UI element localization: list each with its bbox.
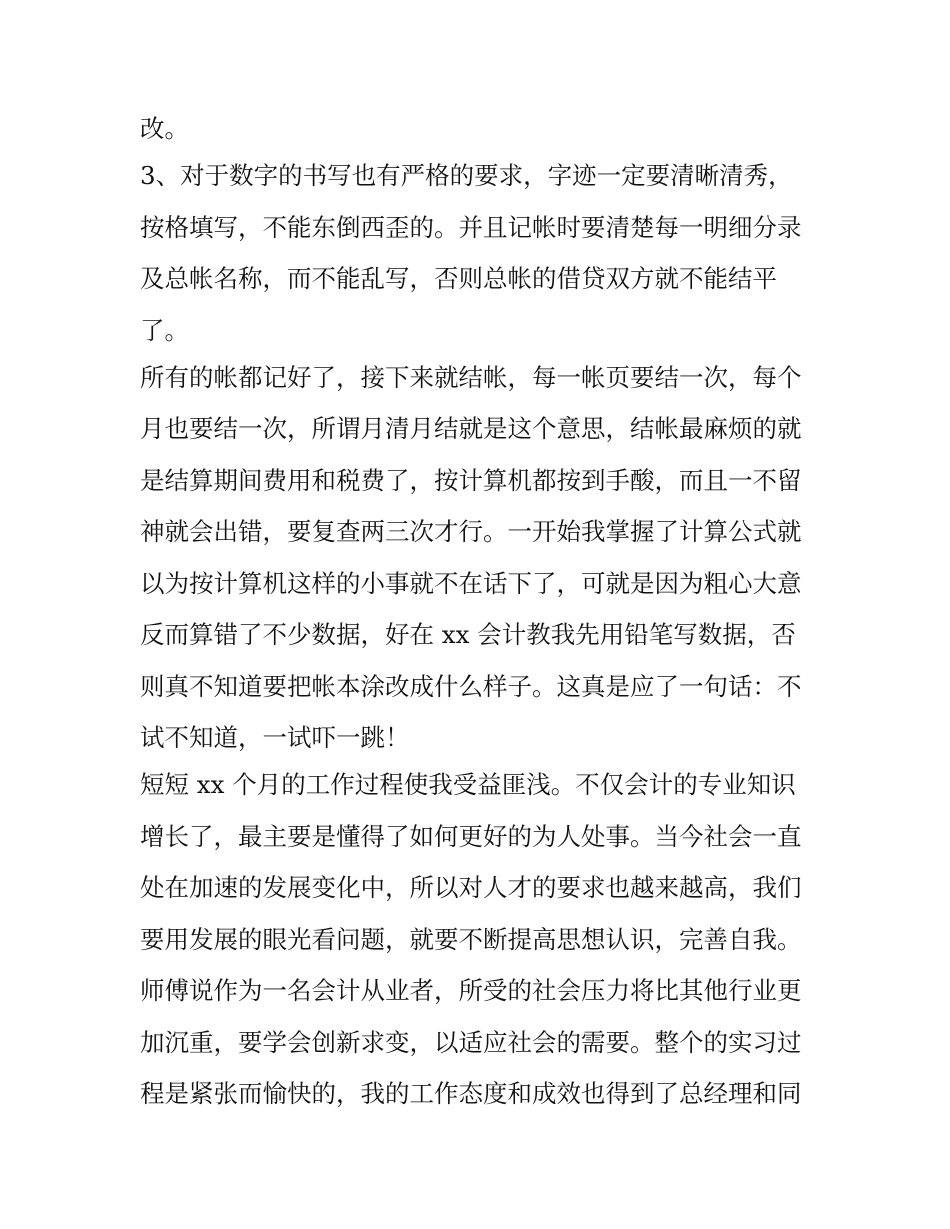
text-line: 神就会出错，要复查两三次才行。一开始我掌握了计算公式就: [140, 517, 802, 546]
text-line: 所有的帐都记好了，接下来就结帐，每一帐页要结一次，每个: [140, 362, 802, 392]
text-line: 是结算期间费用和税费了，按计算机都按到手酸，而且一不留: [140, 465, 802, 495]
text-line: 及总帐名称，而不能乱写，否则总帐的借贷双方就不能结平: [140, 264, 777, 293]
text-line: 反而算错了不少数据，好在 xx 会计教我先用铅笔写数据，否: [140, 620, 796, 649]
body-text: [140, 108, 820, 1125]
text-line: 以为按计算机这样的小事就不在话下了，可就是因为粗心大意: [140, 568, 802, 598]
text-line: 了。: [140, 315, 189, 345]
text-line: 3、对于数字的书写也有严格的要求，字迹一定要清晰清秀，: [140, 161, 793, 190]
text-line: 改。: [140, 114, 189, 143]
text-line: 师傅说作为一名会计从业者，所受的社会压力将比其他行业更: [140, 976, 802, 1005]
text-line: 按格填写，不能东倒西歪的。并且记帐时要清楚每一明细分录: [140, 212, 802, 242]
text-line: 则真不知道要把帐本涂改成什么样子。这真是应了一句话：不: [140, 671, 802, 701]
text-line: 短短 xx 个月的工作过程使我受益匪浅。不仅会计的专业知识: [140, 770, 796, 799]
text-line: 处在加速的发展变化中，所以对人才的要求也越来越高，我们: [140, 873, 802, 902]
text-line: 加沉重，要学会创新求变，以适应社会的需要。整个的实习过: [140, 1027, 802, 1057]
text-line: 试不知道，一试吓一跳！: [140, 723, 410, 752]
text-line: 月也要结一次，所谓月清月结就是这个意思，结帐最麻烦的就: [140, 414, 802, 443]
text-line: 增长了，最主要是懂得了如何更好的为人处事。当今社会一直: [140, 821, 802, 851]
text-line: 要用发展的眼光看问题，就要不断提高思想认识，完善自我。: [140, 924, 802, 954]
text-line: 程是紧张而愉快的，我的工作态度和成效也得到了总经理和同: [140, 1079, 802, 1108]
